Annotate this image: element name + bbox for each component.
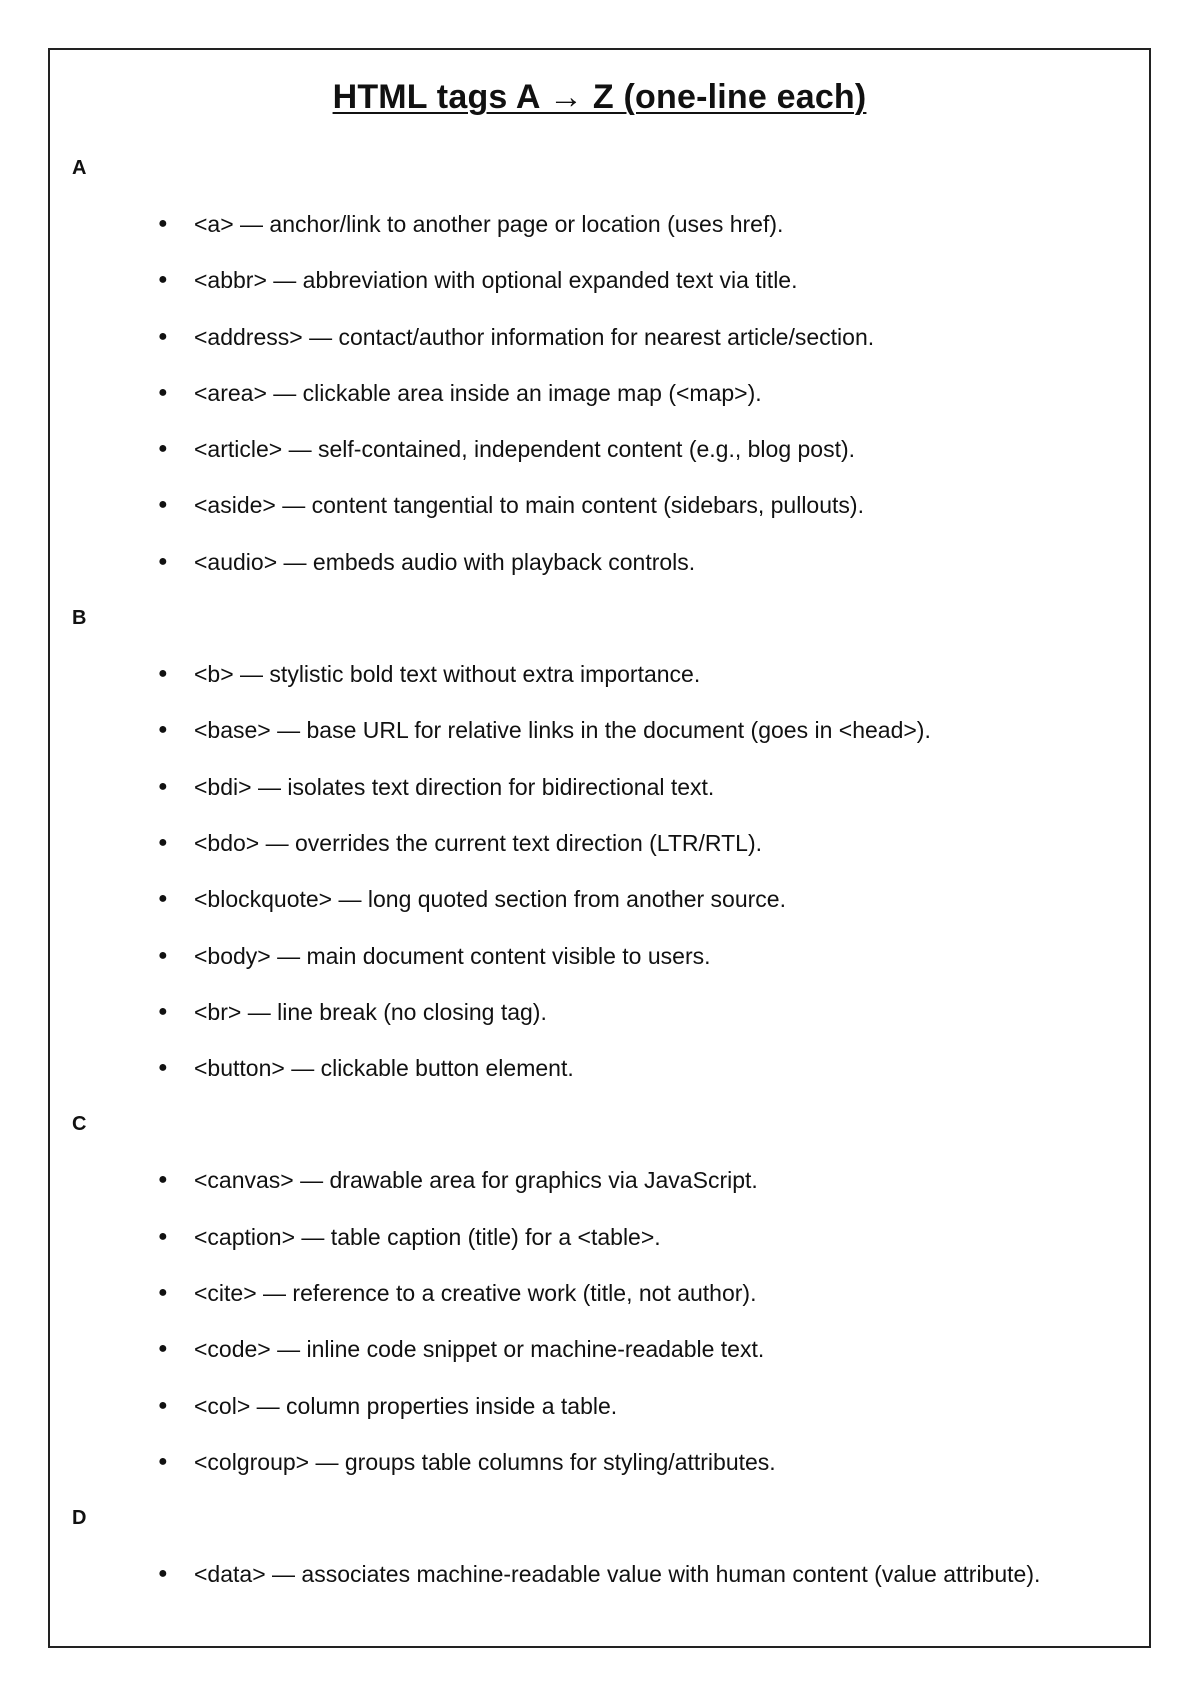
list-item	[72, 646, 1129, 702]
item-text: <col> — column properties inside a table.	[194, 1392, 618, 1419]
item-text: <body> — main document content visible to users.	[194, 942, 711, 969]
section-b	[72, 602, 1129, 1096]
bullet-icon: ●	[158, 271, 168, 289]
item-text: <cite> — reference to a creative work (title, not author).	[194, 1280, 757, 1307]
item-text: <canvas> — drawable area for graphics via JavaScript.	[194, 1167, 758, 1194]
bullet-icon: ●	[158, 946, 168, 964]
list-item	[72, 1378, 1129, 1434]
list-item	[72, 702, 1129, 758]
bullet-icon: ●	[158, 777, 168, 795]
list-item	[72, 928, 1129, 984]
bullet-icon: ●	[158, 1340, 168, 1358]
bullet-icon: ●	[158, 327, 168, 345]
list-item	[72, 252, 1129, 308]
section-letter: D	[72, 1507, 87, 1530]
section-items	[72, 1546, 1129, 1602]
bullet-icon: ●	[158, 383, 168, 401]
item-text: <br> — line break (no closing tag).	[194, 998, 547, 1025]
list-item	[72, 1265, 1129, 1321]
item-text: <data> — associates machine-readable value with human content (value attribute).	[194, 1561, 1041, 1588]
list-item	[72, 984, 1129, 1040]
list-item	[72, 1152, 1129, 1208]
tag-list	[72, 152, 1129, 1615]
item-text: <b> — stylistic bold text without extra importance.	[194, 661, 701, 688]
section-letter: C	[72, 1113, 87, 1136]
list-item	[72, 1546, 1129, 1602]
item-text: <bdo> — overrides the current text direction (LTR/RTL).	[194, 829, 763, 856]
bullet-icon: ●	[158, 1227, 168, 1245]
section-d	[72, 1502, 1129, 1602]
bullet-icon: ●	[158, 552, 168, 570]
item-text: <caption> — table caption (title) for a <table>.	[194, 1223, 661, 1250]
bullet-icon: ●	[158, 1171, 168, 1189]
bullet-icon: ●	[158, 496, 168, 514]
bullet-icon: ●	[158, 1059, 168, 1077]
bullet-icon: ●	[158, 665, 168, 683]
item-text: <colgroup> — groups table columns for styling/attributes.	[194, 1448, 776, 1475]
bullet-icon: ●	[158, 215, 168, 232]
list-item	[72, 365, 1129, 421]
bullet-icon: ●	[158, 833, 168, 851]
section-a	[72, 152, 1129, 590]
list-item	[72, 1209, 1129, 1265]
section-items	[72, 196, 1129, 590]
item-text: <article> — self-contained, independent content (e.g., blog post).	[194, 436, 856, 463]
list-item	[72, 534, 1129, 590]
list-item	[72, 871, 1129, 927]
item-text: <code> — inline code snippet or machine-readable text.	[194, 1336, 765, 1363]
item-text: <a> — anchor/link to another page or location (uses href).	[194, 211, 784, 237]
page-title: HTML tags A → Z (one-line each)	[332, 78, 867, 116]
bullet-icon: ●	[158, 1396, 168, 1414]
section-letter: A	[72, 157, 87, 179]
item-text: <address> — contact/author information for nearest article/section.	[194, 323, 875, 350]
bullet-icon: ●	[158, 1452, 168, 1470]
item-text: <aside> — content tangential to main content (sidebars, pullouts).	[194, 492, 864, 519]
bullet-icon: ●	[158, 1565, 168, 1583]
bullet-icon: ●	[158, 721, 168, 739]
list-item	[72, 1321, 1129, 1377]
bullet-icon: ●	[158, 1284, 168, 1302]
section-items	[72, 646, 1129, 1096]
page-frame	[48, 48, 1151, 1648]
item-text: <area> — clickable area inside an image map (<map>).	[194, 379, 762, 406]
item-text: <blockquote> — long quoted section from another source.	[194, 886, 786, 913]
list-item	[72, 1434, 1129, 1490]
section-items	[72, 1152, 1129, 1490]
bullet-icon: ●	[158, 890, 168, 908]
item-text: <audio> — embeds audio with playback controls.	[194, 548, 696, 575]
section-c	[72, 1108, 1129, 1490]
list-item	[72, 196, 1129, 252]
bullet-icon: ●	[158, 1002, 168, 1020]
list-item	[72, 815, 1129, 871]
item-text: <base> — base URL for relative links in the document (goes in <head>).	[194, 717, 931, 744]
list-item	[72, 309, 1129, 365]
item-text: <abbr> — abbreviation with optional expanded text via title.	[194, 267, 798, 294]
list-item	[72, 759, 1129, 815]
list-item	[72, 1040, 1129, 1096]
item-text: <button> — clickable button element.	[194, 1055, 574, 1082]
bullet-icon: ●	[158, 440, 168, 458]
section-letter: B	[72, 607, 87, 630]
item-text: <bdi> — isolates text direction for bidirectional text.	[194, 773, 715, 800]
list-item	[72, 477, 1129, 533]
list-item	[72, 421, 1129, 477]
